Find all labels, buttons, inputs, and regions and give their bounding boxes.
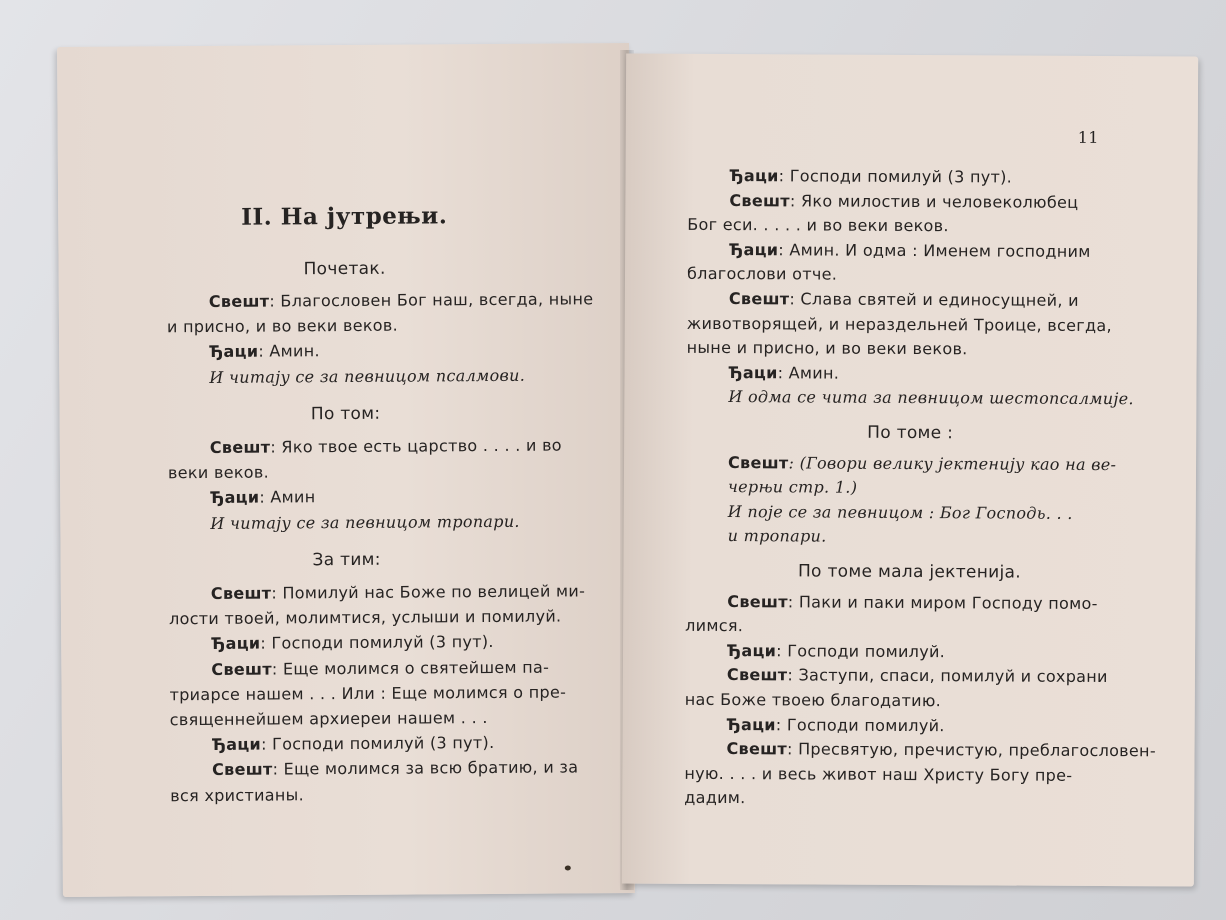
subheading: По томе мала јектенија. — [797, 561, 1021, 583]
line-text: : Благословен Бог наш, всегда, ныне — [269, 289, 594, 311]
liturgy-line — [728, 453, 1116, 474]
speaker-label: Свешт — [209, 437, 271, 457]
liturgy-line — [170, 785, 304, 805]
line-text: нас Боже твоею благодатию. — [684, 689, 942, 711]
rubric-line: И поје се за певницом : Бог Господь. . . — [727, 501, 1073, 523]
line-text: веки веков. — [167, 462, 270, 483]
liturgy-line — [212, 758, 578, 780]
liturgy-line — [167, 316, 398, 337]
line-text: : Слава святей и единосущней, и — [789, 289, 1079, 310]
section-heading: Почетак. — [303, 258, 386, 280]
speaker-label: Свешт — [726, 665, 788, 685]
speaker-label: Свешт — [208, 291, 270, 311]
line-text: : (Говори велику јектенију као на ве- — [788, 452, 1117, 474]
rubric-line: И одма се чита за певницом шестопсалмије. — [728, 387, 1134, 409]
page-number: 11 — [1077, 127, 1099, 147]
liturgy-line — [687, 338, 968, 358]
liturgy-line — [727, 592, 1098, 613]
liturgy-line — [211, 632, 494, 653]
line-text: и присно, и во веки веков. — [166, 315, 399, 337]
line-text: : Еще молимся за всю братию, и за — [272, 757, 579, 779]
liturgy-line — [685, 690, 941, 710]
liturgy-line — [211, 657, 549, 678]
subheading: По том: — [310, 403, 381, 425]
rubric-line: И читају се за певницом тропари. — [210, 511, 520, 533]
speaker-label: Свешт — [727, 452, 789, 472]
speaker-label: Ђаци — [729, 239, 779, 260]
line-text: : Пресвятую, пречистую, преблагословен- — [786, 739, 1156, 761]
line-text: : Господи помилуй (3 пут). — [260, 632, 494, 653]
ink-speck — [565, 865, 571, 870]
speaker-label: Ђаци — [729, 166, 779, 186]
speaker-label: Ђаци — [727, 640, 777, 661]
rubric-line: черњи стр. 1.) — [727, 477, 858, 497]
liturgy-line — [685, 616, 743, 635]
liturgy-line — [169, 682, 566, 704]
line-text: : Господи помилуй (3 пут). — [260, 733, 495, 754]
rubric-line: И читају се за певницом псалмови. — [209, 365, 526, 387]
line-text: лости твоей, молимтися, услыши и помилуй. — [168, 606, 562, 629]
speaker-label: Ђаци — [209, 342, 259, 362]
line-text: ныне и присно, и во веки веков. — [686, 338, 968, 359]
speaker-label: Ђаци — [728, 362, 778, 383]
line-text: : Яко твое есть царство . . . . и во — [270, 435, 562, 457]
liturgy-line — [729, 289, 1079, 310]
line-text: : Яко милостив и человеколюбец — [789, 190, 1079, 212]
line-text: дадим. — [684, 788, 746, 808]
liturgy-line — [212, 733, 495, 754]
line-text: благослови отче. — [686, 264, 838, 285]
line-text: священнейшем архиереи нашем . . . — [169, 708, 488, 730]
liturgy-line — [727, 665, 1108, 686]
speaker-label: Свешт — [729, 190, 790, 210]
liturgy-line — [727, 715, 945, 735]
line-text: : Амин — [259, 487, 316, 507]
liturgy-line — [726, 739, 1155, 760]
line-text: : Еще молимся о святейшем па- — [271, 657, 550, 679]
chapter-title: II. На јутрењи. — [241, 202, 448, 231]
line-text: : Господи помилуй. — [776, 641, 946, 661]
line-text: животворящей, и нераздельней Троице, всегда, — [686, 313, 1112, 335]
liturgy-line — [209, 342, 320, 362]
liturgy-line — [727, 641, 945, 661]
speaker-label: Свешт — [726, 739, 788, 759]
line-text: ную. . . . и весь живот наш Христу Богу пре- — [684, 763, 1073, 785]
liturgy-line — [728, 363, 839, 383]
line-text: вся христианы. — [170, 784, 305, 805]
speaker-label: Свешт — [211, 659, 272, 679]
liturgy-line — [170, 708, 488, 729]
speaker-label: Свешт — [210, 583, 272, 603]
subheading: По томе : — [867, 422, 954, 444]
liturgy-line — [169, 607, 561, 629]
liturgy-line — [729, 240, 1091, 261]
liturgy-line — [729, 166, 1012, 186]
line-text: лимся. — [685, 616, 744, 636]
liturgy-line — [684, 788, 745, 807]
line-text: : Амин. — [777, 363, 840, 383]
left-page — [57, 43, 635, 897]
subheading: За тим: — [312, 549, 381, 571]
line-text: : Помилуй нас Боже по велицей ми- — [271, 581, 586, 603]
liturgy-line — [687, 264, 837, 284]
liturgy-line — [210, 435, 562, 456]
liturgy-line — [687, 215, 949, 235]
speaker-label: Ђаци — [211, 734, 262, 755]
liturgy-line — [687, 313, 1112, 334]
rubric-line: и тропари. — [727, 526, 827, 546]
line-text: Бог еси. . . . . и во веки веков. — [687, 215, 949, 236]
speaker-label: Свешт — [212, 759, 273, 780]
line-text: триарсе нашем . . . Или : Еще молимся о пре- — [169, 682, 567, 705]
liturgy-line — [211, 581, 585, 603]
liturgy-line — [209, 289, 594, 311]
line-text: : Амин. И одма : Именем господним — [778, 240, 1091, 261]
line-text: : Паки и паки миром Господу помо- — [787, 591, 1098, 613]
line-text: : Господи помилуй. — [775, 714, 945, 735]
liturgy-line — [168, 463, 269, 483]
speaker-label: Ђаци — [210, 487, 260, 508]
right-page — [622, 54, 1198, 887]
line-text: : Заступи, спаси, помилуй и сохрани — [787, 665, 1108, 687]
liturgy-line — [210, 488, 315, 508]
speaker-label: Ђаци — [211, 633, 261, 654]
speaker-label: Ђаци — [726, 714, 776, 734]
liturgy-line — [729, 191, 1078, 212]
line-text: : Господи помилуй (3 пут). — [778, 166, 1013, 187]
speaker-label: Свешт — [728, 289, 790, 309]
line-text: : Амин. — [258, 341, 320, 361]
liturgy-line — [684, 764, 1072, 785]
speaker-label: Свешт — [727, 591, 788, 611]
